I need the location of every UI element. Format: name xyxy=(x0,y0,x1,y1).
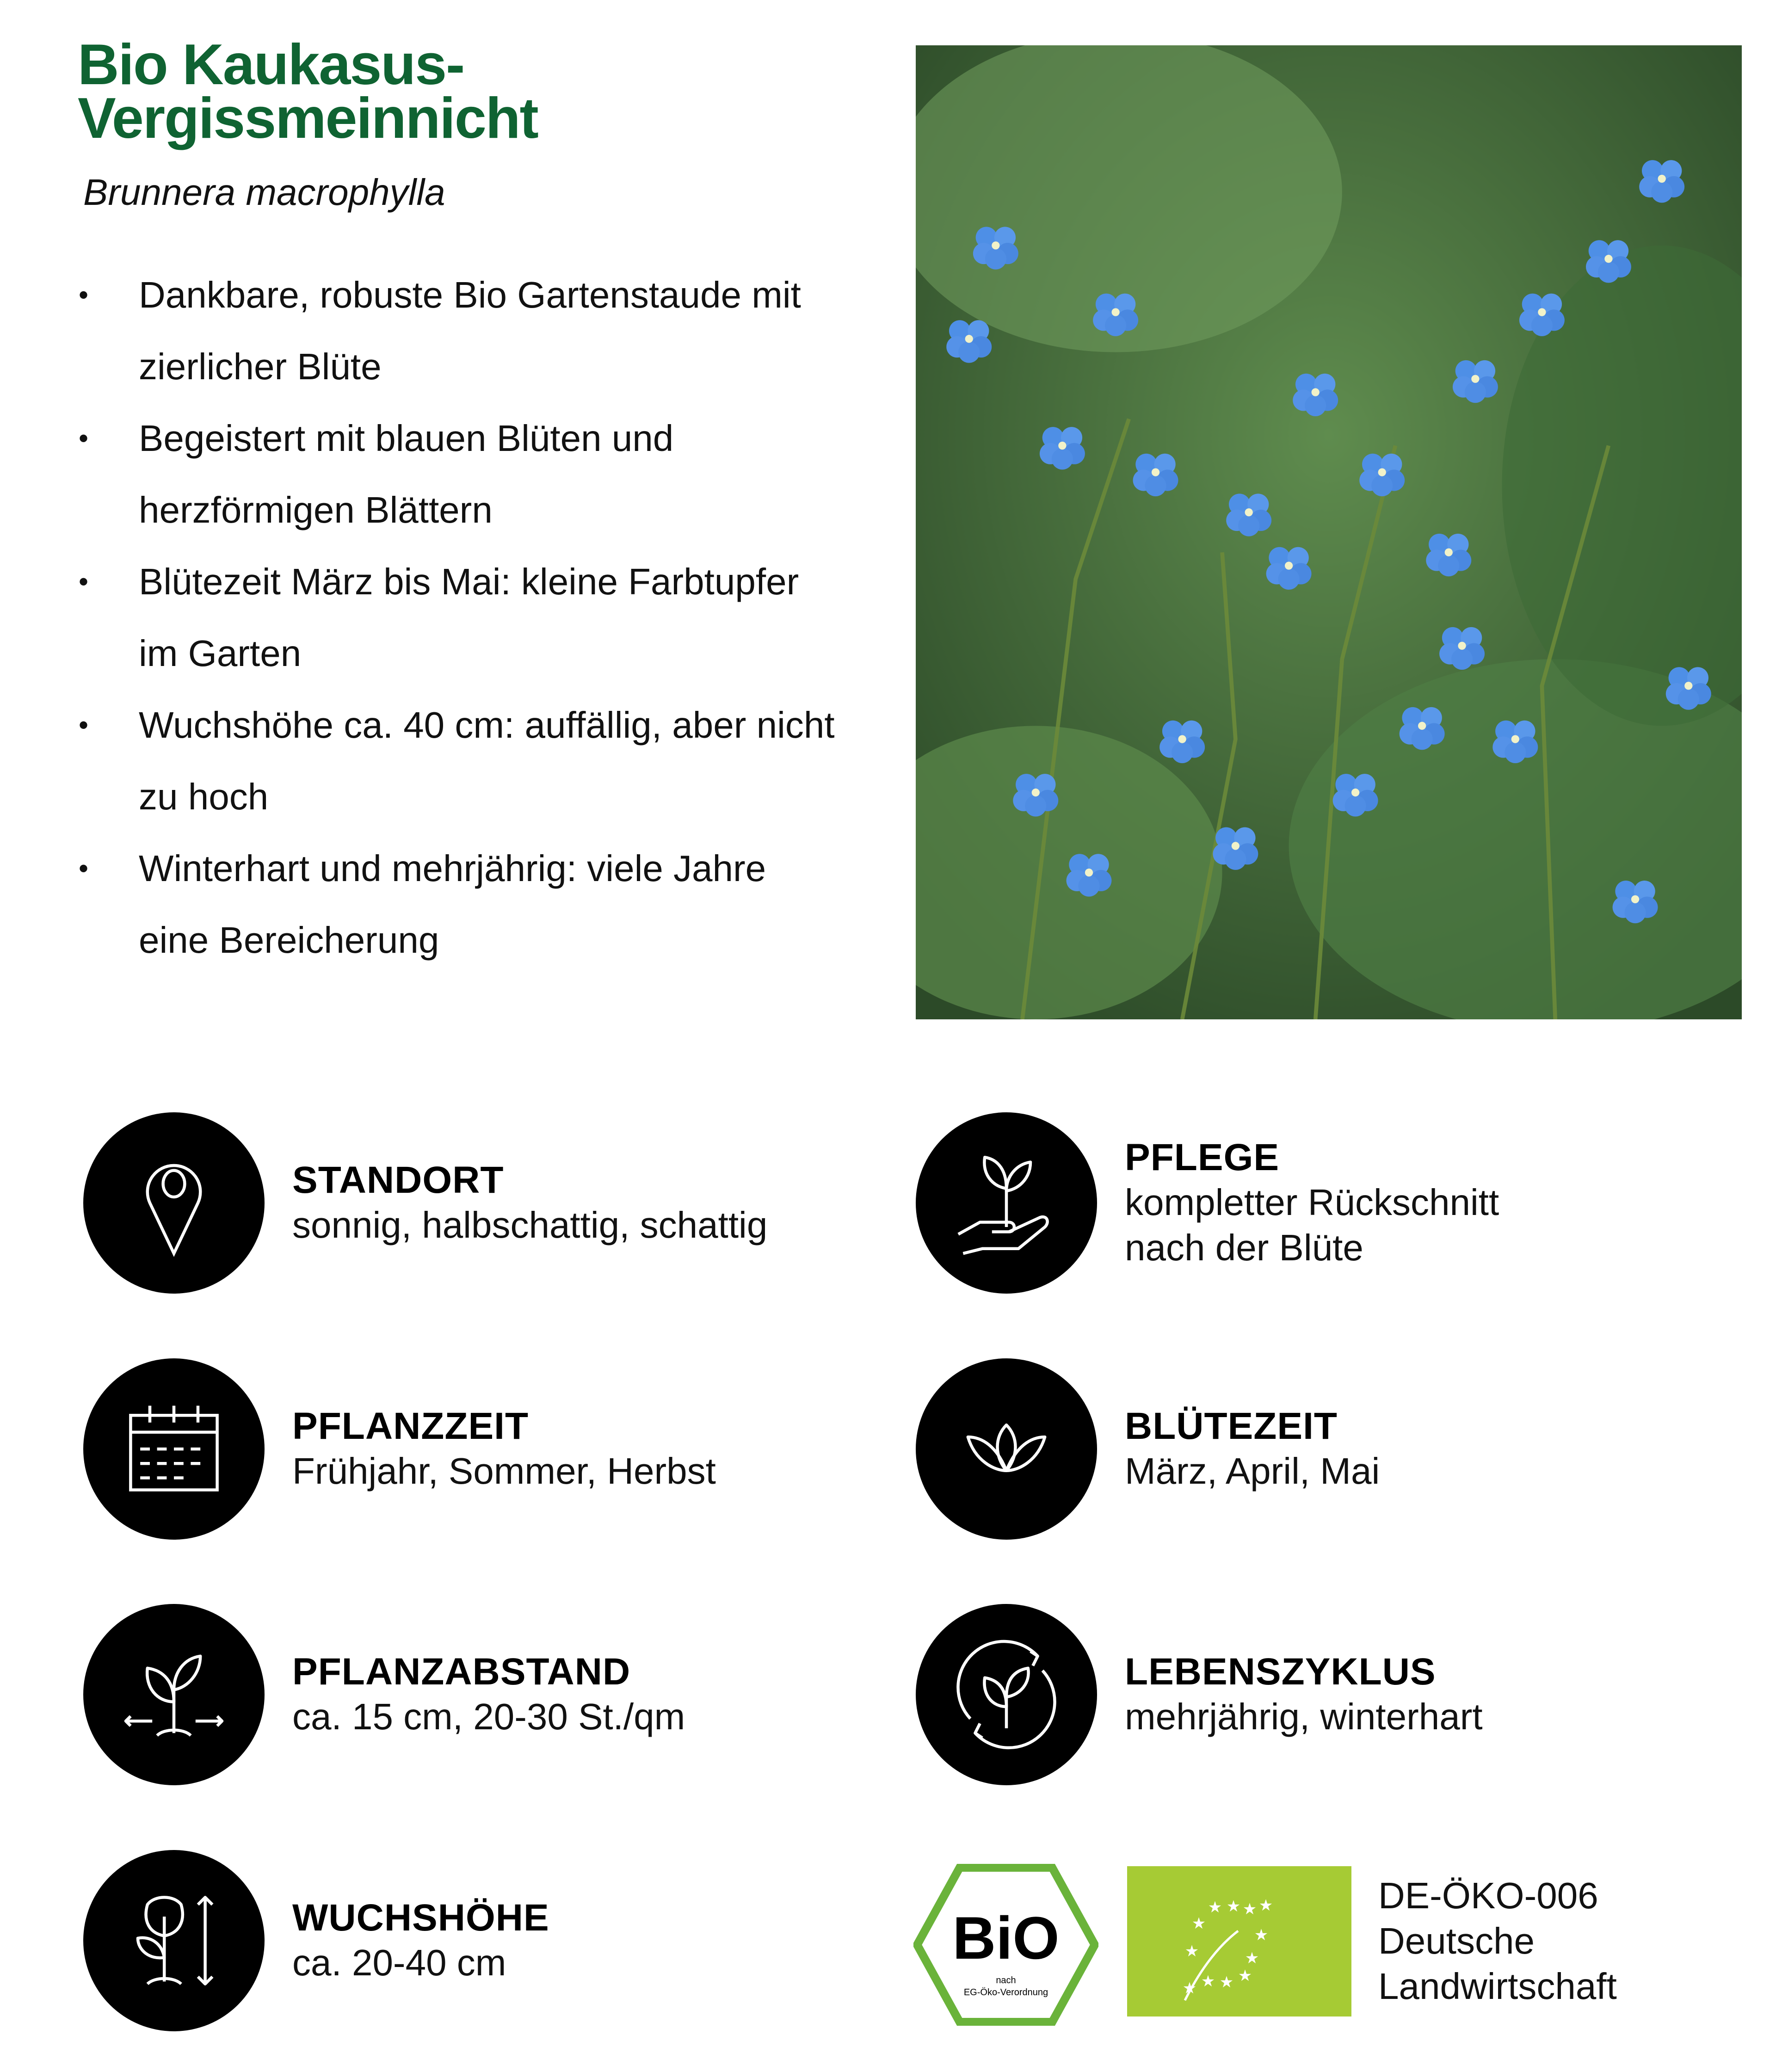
svg-text:★: ★ xyxy=(1219,1973,1234,1992)
feature-wuchshoehe xyxy=(83,1850,549,2031)
certification-info xyxy=(1378,1873,1617,2009)
svg-text:★: ★ xyxy=(1191,1914,1206,1933)
svg-text:★: ★ xyxy=(1254,1926,1269,1944)
bio-seal-sub2: EG-Öko-Verordnung xyxy=(963,1987,1048,1998)
bullet-item xyxy=(79,689,874,832)
lotus-flower-icon xyxy=(916,1358,1097,1540)
bullet-text: herzförmigen Blättern xyxy=(139,489,493,530)
feature-value: kompletter Rückschnitt xyxy=(1125,1182,1499,1223)
feature-label: PFLANZABSTAND xyxy=(292,1651,631,1693)
eu-organic-logo xyxy=(1127,1866,1351,2016)
feature-label: STANDORT xyxy=(292,1159,504,1201)
svg-text:★: ★ xyxy=(1258,1896,1273,1915)
bullet-text: Dankbare, robuste Bio Gartenstaude mit xyxy=(139,274,801,315)
cert-code: DE-ÖKO-006 xyxy=(1378,1875,1598,1916)
feature-bluetezeit xyxy=(916,1358,1380,1540)
bio-seal-sub1: nach xyxy=(996,1975,1016,1986)
product-title-line1: Bio Kaukasus- xyxy=(78,33,464,97)
feature-pflanzabstand xyxy=(83,1604,685,1785)
bullet-item xyxy=(79,832,874,976)
eu-leaf-stars-icon xyxy=(1127,1866,1351,2016)
svg-text:★: ★ xyxy=(1201,1972,1215,1991)
feature-value: ca. 15 cm, 20-30 St./qm xyxy=(292,1696,685,1737)
feature-value: Frühjahr, Sommer, Herbst xyxy=(292,1450,716,1492)
feature-label: PFLEGE xyxy=(1125,1136,1280,1178)
svg-text:★: ★ xyxy=(1184,1942,1199,1961)
feature-value: sonnig, halbschattig, schattig xyxy=(292,1204,768,1246)
botanical-name: Brunnera macrophylla xyxy=(83,172,445,213)
bullet-text: Begeistert mit blauen Blüten und xyxy=(139,418,674,459)
bullet-item xyxy=(79,402,874,546)
svg-text:★: ★ xyxy=(1182,1979,1197,1998)
plant-spacing-icon xyxy=(83,1604,265,1785)
bullet-item xyxy=(79,546,874,689)
cert-origin-line2: Landwirtschaft xyxy=(1378,1966,1617,2007)
feature-standort xyxy=(83,1112,767,1294)
feature-label: BLÜTEZEIT xyxy=(1125,1405,1338,1447)
feature-label: WUCHSHÖHE xyxy=(292,1897,549,1939)
bullet-item xyxy=(79,259,874,402)
product-title xyxy=(78,33,538,150)
product-photo xyxy=(916,45,1742,1019)
bio-seal xyxy=(913,1864,1098,2026)
svg-text:★: ★ xyxy=(1245,1949,1259,1967)
svg-text:★: ★ xyxy=(1242,1900,1257,1918)
hand-seedling-icon xyxy=(916,1112,1097,1294)
feature-bullets xyxy=(79,259,874,976)
bullet-text: Wuchshöhe ca. 40 cm: auffällig, aber nicht xyxy=(139,704,835,746)
svg-text:★: ★ xyxy=(1208,1898,1222,1917)
svg-text:★: ★ xyxy=(1226,1897,1241,1916)
bullet-text: zierlicher Blüte xyxy=(139,346,382,387)
lifecycle-icon xyxy=(916,1604,1097,1785)
cert-origin-line1: Deutsche xyxy=(1378,1920,1535,1961)
feature-pflege xyxy=(916,1112,1499,1294)
feature-value: März, April, Mai xyxy=(1125,1450,1380,1492)
bio-seal-text: BiO xyxy=(952,1904,1060,1972)
bullet-text: Blütezeit März bis Mai: kleine Farbtupfer xyxy=(139,561,799,602)
bullet-text: zu hoch xyxy=(139,776,269,817)
plant-height-icon xyxy=(83,1850,265,2031)
svg-text:★: ★ xyxy=(1238,1967,1252,1985)
bullet-text: im Garten xyxy=(139,633,302,674)
product-title-line2: Vergissmeinnicht xyxy=(78,86,538,150)
feature-value: ca. 20-40 cm xyxy=(292,1942,506,1983)
location-pin-icon xyxy=(83,1112,265,1294)
calendar-icon xyxy=(83,1358,265,1540)
feature-label: PFLANZZEIT xyxy=(292,1405,529,1447)
feature-value: nach der Blüte xyxy=(1125,1227,1363,1268)
feature-label: LEBENSZYKLUS xyxy=(1125,1651,1436,1693)
bullet-text: Winterhart und mehrjährig: viele Jahre xyxy=(139,848,766,889)
feature-value: mehrjährig, winterhart xyxy=(1125,1696,1483,1737)
bullet-text: eine Bereicherung xyxy=(139,919,439,961)
feature-pflanzzeit xyxy=(83,1358,716,1540)
flower-photo-illustration xyxy=(916,45,1742,1019)
feature-lebenszyklus xyxy=(916,1604,1483,1785)
